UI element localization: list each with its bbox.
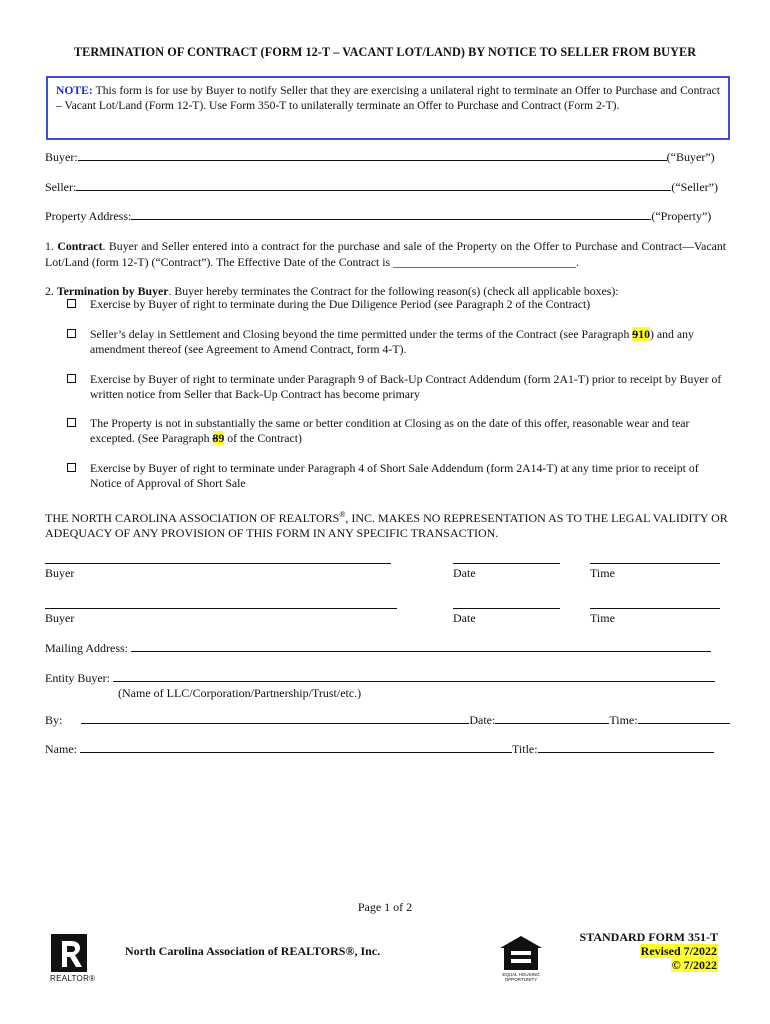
disclaimer-text-a: THE NORTH CAROLINA ASSOCIATION OF REALTORS: [45, 511, 340, 525]
highlighted-paragraph-number: 9: [218, 431, 225, 445]
entity-time-label: Time:: [609, 713, 638, 727]
reason-text: [90, 416, 726, 446]
registered-mark: ®: [339, 510, 346, 519]
equal-housing-icon: [497, 934, 545, 972]
buyer-suffix: (“Buyer”): [666, 150, 715, 164]
highlighted-paragraph-number: 10: [638, 327, 650, 341]
reason-text: Exercise by Buyer of right to terminate under Paragraph 4 of Short Sale Addendum (form 2A14-T) at any time prior to receipt of Notice of Approval of Short Sale: [90, 461, 699, 490]
checkbox[interactable]: [67, 418, 76, 427]
struck-paragraph-number: 9: [632, 327, 639, 341]
property-label: Property Address:: [45, 209, 132, 223]
name-field[interactable]: [80, 743, 512, 753]
equal-housing-logo: [497, 934, 545, 984]
buyer-1-signature-line[interactable]: [45, 563, 391, 564]
page-number: Page 1 of 2: [357, 900, 413, 914]
reason-text: Exercise by Buyer of right to terminate during the Due Diligence Period (see Paragraph 2 of the Contract): [90, 297, 591, 311]
property-address-field[interactable]: [131, 210, 651, 220]
title-label: Title:: [512, 742, 538, 756]
name-line: [45, 742, 714, 757]
checkbox[interactable]: [67, 329, 76, 338]
title-field[interactable]: [538, 743, 714, 753]
note-box: [46, 76, 730, 140]
equal-housing-text: EQUAL HOUSING OPPORTUNITY: [502, 972, 540, 982]
property-suffix: (“Property”): [651, 209, 712, 223]
by-label: By:: [45, 713, 63, 727]
disclaimer-text-b: , INC. MAKES NO REPRESENTATION AS TO THE LEGAL VALIDITY OR ADEQUACY OF ANY PROVISION OF THIS FORM IN ANY SPECIFIC TRANSACTION.: [45, 511, 728, 540]
disclaimer: [45, 507, 735, 541]
reason-option: [68, 327, 726, 357]
reason-text-a: Seller’s delay in Settlement and Closing beyond the time permitted under the terms of the Contract (see Paragraph: [90, 327, 633, 341]
reason-option: [68, 372, 726, 402]
reason-text-a: The Property is not in substantially the same or better condition at Closing as on the date of this offer, reasonable wear and tear excepted. (See Paragraph: [90, 416, 690, 445]
buyer-1-date-label: Date: [453, 566, 476, 580]
buyer-line: [45, 150, 715, 165]
standard-form-name: STANDARD FORM 351-T: [579, 930, 718, 944]
reason-option: [68, 461, 726, 491]
by-signature-field[interactable]: [81, 714, 469, 724]
checkbox[interactable]: [67, 463, 76, 472]
seller-line: [45, 180, 718, 195]
section-1: [45, 239, 726, 270]
seller-suffix: (“Seller”): [671, 180, 718, 194]
realtor-logo-text: REALTOR®: [50, 974, 96, 983]
name-label: Name:: [45, 742, 77, 756]
entity-time-field[interactable]: [638, 714, 730, 724]
buyer-2-date-line[interactable]: [453, 608, 560, 609]
seller-label: Seller:: [45, 180, 77, 194]
entity-buyer-field[interactable]: [113, 672, 715, 682]
reason-text-b: of the Contract): [224, 431, 302, 445]
buyer-1-time-line[interactable]: [590, 563, 720, 564]
buyer-label: Buyer:: [45, 150, 78, 164]
copyright: © 7/2022: [671, 958, 717, 972]
section-1-heading: Contract: [57, 239, 103, 253]
note-label: NOTE:: [56, 84, 93, 97]
mailing-address-label: Mailing Address:: [45, 641, 128, 655]
note-text: This form is for use by Buyer to notify Seller that they are exercising a unilateral right to terminate an Offer to Purchase and Contract – Vacant Lot/Land (Form 12-T). Use Form 350-T to unilaterally terminate an Offer to Purchase and Contract (Form 2-T).: [56, 84, 720, 112]
reason-option: [68, 297, 726, 312]
section-1-text: . Buyer and Seller entered into a contract for the purchase and sale of the Property on the Offer to Purchase and Contract—Vacant Lot/Land (form 12-T) (“Contract”). The Effective Date of the Contract is _______________________________.: [45, 239, 727, 269]
entity-buyer-label: Entity Buyer:: [45, 671, 110, 685]
entity-date-field[interactable]: [495, 714, 609, 724]
buyer-1-date-line[interactable]: [453, 563, 560, 564]
section-2-number: 2.: [45, 284, 54, 298]
buyer-2-time-line[interactable]: [590, 608, 720, 609]
buyer-2-time-label: Time: [590, 611, 615, 625]
buyer-2-label: Buyer: [45, 611, 75, 625]
revised-date: Revised 7/2022: [640, 944, 717, 958]
checkbox[interactable]: [67, 299, 76, 308]
buyer-2-date-label: Date: [453, 611, 476, 625]
by-line: [45, 713, 730, 728]
section-2-heading: Termination by Buyer: [56, 284, 169, 298]
association-name: North Carolina Association of REALTORS®, Inc.: [125, 944, 381, 958]
entity-hint: (Name of LLC/Corporation/Partnership/Trust/etc.): [118, 686, 362, 700]
buyer-name-field[interactable]: [78, 151, 667, 161]
mailing-address-field[interactable]: [131, 642, 711, 652]
reason-option: [68, 416, 726, 446]
reason-text: [90, 327, 726, 357]
entity-buyer-line: [45, 671, 715, 686]
reason-text-b: ) and any amendment thereof (see Agreement to Amend Contract, form 4-T).: [90, 327, 694, 356]
form-title: TERMINATION OF CONTRACT (FORM 12-T – VACANT LOT/LAND) BY NOTICE TO SELLER FROM BUYER: [73, 45, 697, 59]
buyer-2-signature-line[interactable]: [45, 608, 397, 609]
section-1-number: 1.: [45, 239, 54, 253]
checkbox[interactable]: [67, 374, 76, 383]
struck-paragraph-number: 8: [212, 431, 219, 445]
seller-name-field[interactable]: [76, 181, 671, 191]
property-line: [45, 209, 711, 224]
standard-form-block: [580, 930, 718, 972]
section-2-intro-text: . Buyer hereby terminates the Contract for the following reason(s) (check all applicable boxes):: [168, 284, 619, 298]
buyer-1-time-label: Time: [590, 566, 615, 580]
reason-text: Exercise by Buyer of right to terminate under Paragraph 9 of Back-Up Contract Addendum (form 2A1-T) prior to receipt by Buyer of written notice from Seller that Back-Up Contract has become primary: [90, 372, 722, 401]
realtor-logo: [50, 933, 96, 985]
mailing-address-line: [45, 641, 711, 656]
buyer-1-label: Buyer: [45, 566, 75, 580]
entity-date-label: Date:: [469, 713, 496, 727]
